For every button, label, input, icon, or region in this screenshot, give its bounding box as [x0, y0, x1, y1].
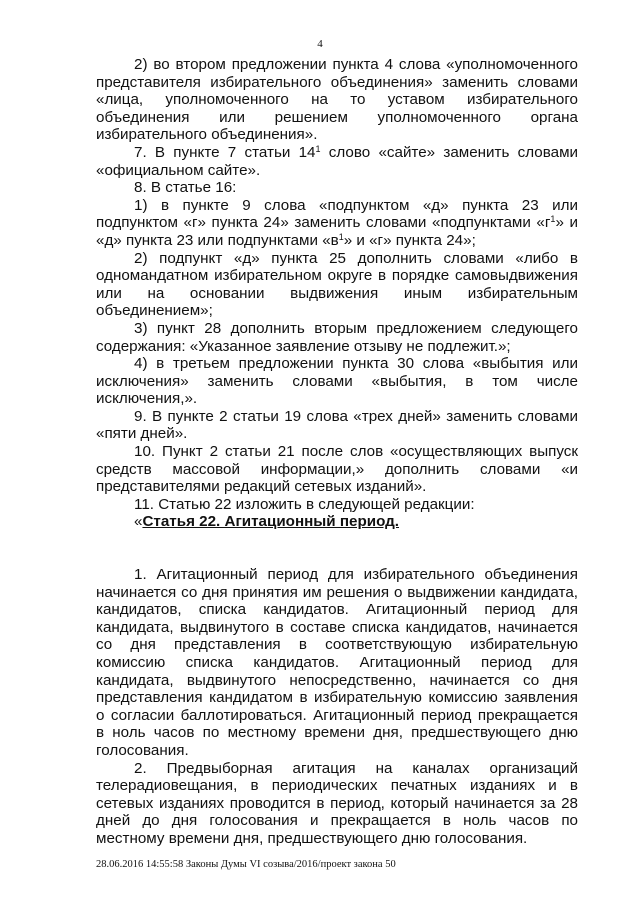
amendment-item: 2) подпункт «д» пункта 25 дополнить словами «либо в одномандатном избирательном округе в порядке самовыдвижения или на основании выдвижения иным избирательным объединением»;: [96, 249, 578, 320]
amendment-item: 2) во втором предложении пункта 4 слова «уполномоченного представителя избирательного объединения» заменить словами «лица, уполномоченного на то уставом избирательного объединения или решением уполномоченного органа избирательного объединения».: [96, 56, 578, 144]
amendment-item: 4) в третьем предложении пункта 30 слова «выбытия или исключения» заменить словами «выбытия, в том числе исключения,».: [96, 355, 578, 408]
article-paragraph: 1. Агитационный период для избирательного объединения начинается со дня принятия им решения о выдвижении кандидата, кандидатов, списка кандидатов. Агитационный период для кандидата, выдвинутого в составе списка кандидатов, начинается со дня представления в соответствующую избирательную комиссию списка кандидатов. Агитационный период для кандидата, выдвинутого непосредственно, начинается со дня представления кандидатом в избирательную комиссию заявления о согласии баллотироваться. Агитационный период прекращается в ноль часов по местному времени дня, предшествующего дню голосования.: [96, 566, 578, 759]
amendment-item: 10. Пункт 2 статьи 21 после слов «осуществляющих выпуск средств массовой информации,» дополнить словами «и представителями редакций сетевых изданий».: [96, 443, 578, 496]
spacer: [96, 531, 578, 566]
amendment-item: 7. В пункте 7 статьи $14^1$ слово «сайте» заменить словами «официальном сайте».: [96, 143, 578, 179]
page-number: 4: [317, 38, 323, 50]
superscript: 1: [315, 143, 321, 154]
article-heading-line: [96, 513, 578, 531]
amendment-item: 11. Статью 22 изложить в следующей редакции:: [134, 495, 475, 513]
superscript: 1: [338, 231, 344, 242]
amendment-item: 3) пункт 28 дополнить вторым предложением следующего содержания: «Указанное заявление отзыву не подлежит.»;: [96, 319, 578, 355]
amendment-item: 9. В пункте 2 статьи 19 слова «трех дней» заменить словами «пяти дней».: [96, 407, 578, 443]
amendment-item: 8. В статье 16:: [134, 179, 237, 197]
document-body: [96, 56, 578, 848]
amendment-item: 1) в пункте 9 слова «подпунктом «д» пункта 23 или подпунктом «г» пункта 24» заменить словами «подпунктами «$г^1$» и «д» пункта 23 или подпунктами «$в^1$» и «г» пункта 24»;: [96, 196, 578, 249]
superscript: 1: [550, 214, 556, 225]
quote-mark: «: [134, 513, 143, 531]
article-heading: Статья 22. Агитационный период.: [142, 513, 400, 531]
article-paragraph: 2. Предвыборная агитация на каналах организаций телерадиовещания, в периодических печатных изданиях и в сетевых изданиях проводится в период, который начинается за 28 дней до дня голосования и прекращается в ноль часов по местному времени дня, предшествующего дню голосования.: [96, 759, 578, 847]
footer-stamp: 28.06.2016 14:55:58 Законы Думы VI созыва/2016/проект закона 50: [96, 859, 396, 870]
